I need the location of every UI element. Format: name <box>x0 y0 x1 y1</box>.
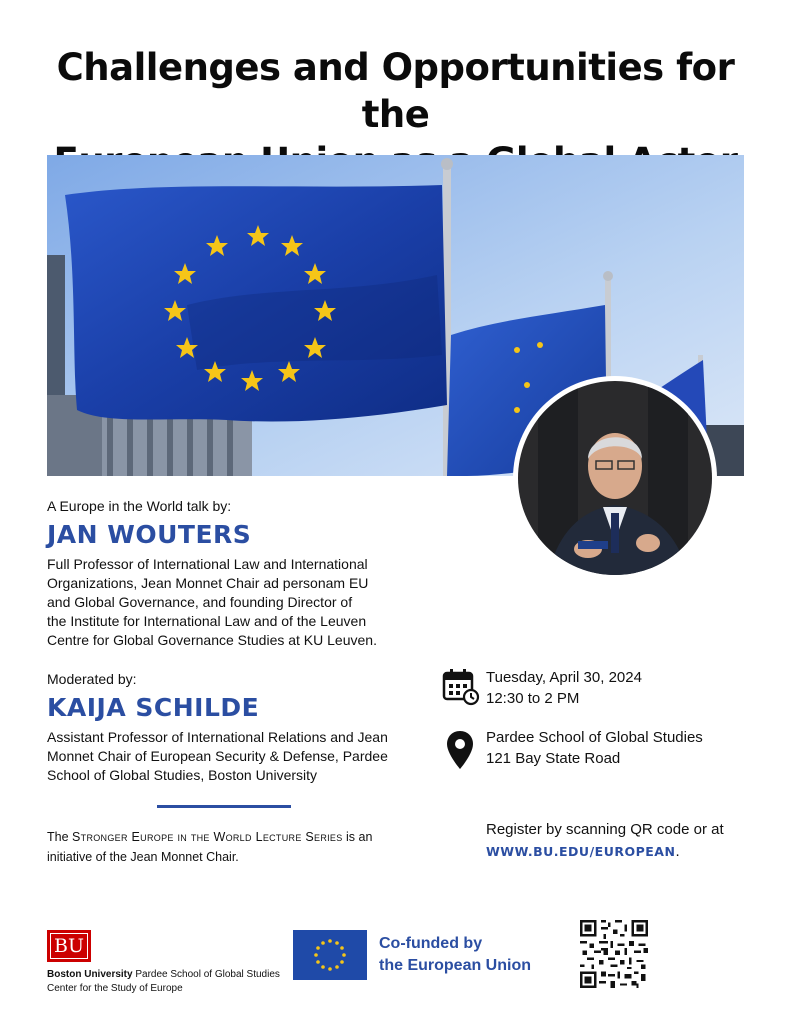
series-suffix: is an <box>342 830 373 844</box>
moderator-desc-line: School of Global Studies, Boston University <box>47 767 318 783</box>
speaker-name: JAN WOUTERS <box>47 520 252 549</box>
event-location <box>486 727 703 769</box>
register-info <box>486 819 724 863</box>
event-venue: Pardee School of Global Studies <box>486 729 703 746</box>
moderator-description <box>47 728 407 785</box>
speaker-desc-line: Organizations, Jean Monnet Chair ad personam EU <box>47 575 369 591</box>
speaker-intro: A Europe in the World talk by: <box>47 498 232 514</box>
bu-name: Boston University <box>47 969 133 980</box>
bu-affiliation <box>47 968 280 996</box>
eu-flag-logo <box>293 930 367 980</box>
qr-code-icon[interactable] <box>580 920 648 988</box>
title-line-1: Challenges and Opportunities for the <box>56 46 735 136</box>
series-name: Stronger Europe in the World Lecture Series <box>72 830 343 844</box>
bu-school: Pardee School of Global Studies <box>132 969 280 980</box>
bu-logo: BU <box>47 930 91 962</box>
event-datetime <box>486 667 642 709</box>
speaker-desc-line: and Global Governance, and founding Director of <box>47 594 353 610</box>
eu-line-2: the European Union <box>379 957 531 974</box>
eu-cofunded-text <box>379 933 531 977</box>
speaker-desc-line: the Institute for International Law and of the Leuven <box>47 613 367 629</box>
register-period: . <box>675 843 680 860</box>
series-line-2: initiative of the Jean Monnet Chair. <box>47 850 239 864</box>
register-url-link[interactable]: WWW.BU.EDU/EUROPEAN <box>486 844 676 859</box>
event-address: 121 Bay State Road <box>486 750 621 767</box>
calendar-icon <box>442 668 480 706</box>
divider <box>157 805 291 808</box>
speaker-desc-line: Centre for Global Governance Studies at KU Leuven. <box>47 632 377 648</box>
moderator-desc-line: Assistant Professor of International Relations and Jean <box>47 729 388 745</box>
location-pin-icon <box>446 730 474 770</box>
speaker-portrait <box>513 376 717 580</box>
eu-line-1: Co-funded by <box>379 935 483 952</box>
moderator-intro: Moderated by: <box>47 671 137 687</box>
register-text: Register by scanning QR code or at <box>486 821 724 838</box>
speaker-description <box>47 555 407 650</box>
moderator-name: KAIJA SCHILDE <box>47 693 260 722</box>
series-prefix: The <box>47 830 73 844</box>
bu-center: Center for the Study of Europe <box>47 983 183 994</box>
moderator-desc-line: Monnet Chair of European Security & Defense, Pardee <box>47 748 388 764</box>
event-date: Tuesday, April 30, 2024 <box>486 669 642 686</box>
speaker-desc-line: Full Professor of International Law and International <box>47 556 368 572</box>
eu-stars-icon <box>293 930 367 980</box>
series-note <box>47 827 387 867</box>
event-time: 12:30 to 2 PM <box>486 690 580 707</box>
